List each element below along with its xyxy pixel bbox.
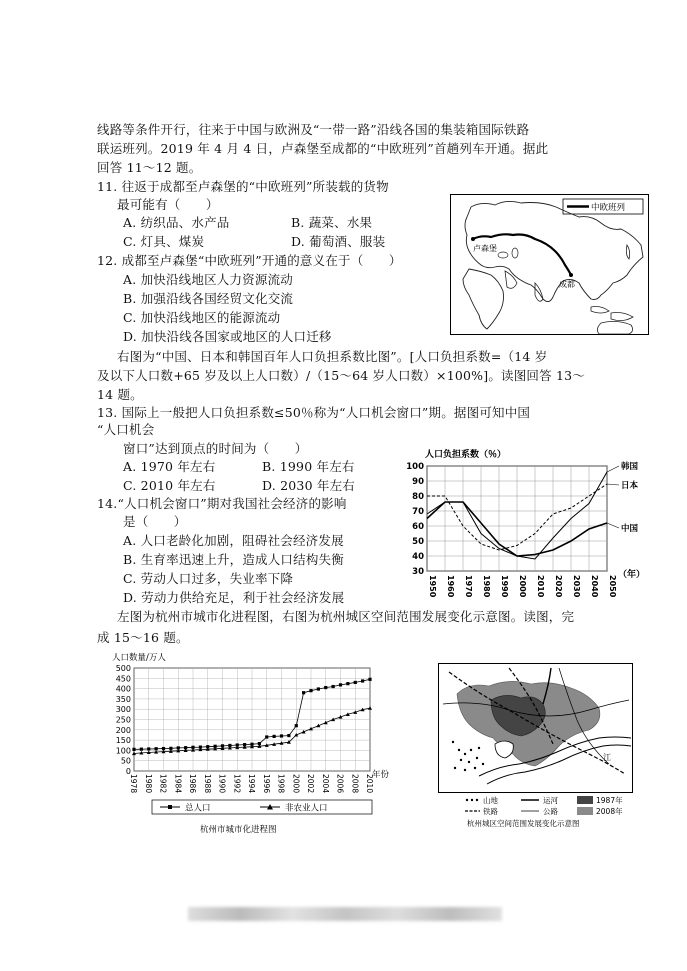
legend-rail: 铁路: [483, 807, 498, 816]
hz-point-total: [287, 734, 290, 737]
q13-option-d: D. 2030 年左右: [262, 478, 356, 493]
hangzhou-x-label: 年份: [372, 770, 390, 780]
q14-option-c: C. 劳动人口过多，失业率下降: [123, 571, 294, 586]
hangzhou-x-tick: 1986: [188, 774, 197, 794]
hangzhou-y-tick: 200: [115, 725, 131, 735]
luxembourg-label: 卢森堡: [473, 244, 497, 253]
dependency-y-tick: 70: [412, 507, 424, 517]
dependency-x-tick: 1960: [446, 575, 455, 598]
intro2-line-3: 14 题。: [97, 387, 143, 402]
q11-option-c: C. 灯具、煤炭: [123, 234, 205, 249]
q14-stem-cont: 是（ ）: [123, 514, 187, 529]
hangzhou-x-tick: 2004: [320, 774, 330, 794]
hangzhou-x-tick: 1982: [158, 774, 168, 794]
luxembourg-marker: [471, 237, 475, 241]
hz-point-total: [273, 735, 276, 738]
dependency-x-tick: 2040: [590, 575, 599, 598]
hangzhou-x-tick: 2000: [291, 774, 301, 794]
dependency-y-tick: 50: [412, 537, 424, 547]
hangzhou-map-legend: [463, 795, 643, 829]
q13-stem-cont-2: 窗口”达到顶点的时间为（ ）: [123, 441, 308, 456]
chengdu-marker: [569, 273, 573, 277]
hangzhou-y-tick: 500: [115, 664, 131, 673]
hangzhou-x-tick: 1988: [202, 774, 212, 794]
intro2-line-1: 右图为“中国、日本和韩国百年人口负担系数比图”。[人口负担系数=（14 岁: [117, 349, 548, 364]
dependency-x-tick: 1990: [500, 575, 509, 598]
world-map-figure: [451, 195, 648, 334]
intro-line-1: 线路等条件开行，往来于中国与欧洲及“一带一路”沿线各国的集装箱国际铁路: [97, 122, 530, 137]
series-label-1: 日本: [621, 481, 639, 491]
q13-option-a: A. 1970 年左右: [123, 459, 216, 474]
hz-point-total: [317, 687, 320, 690]
legend-road: 公路: [543, 807, 558, 816]
series-label-2: 中国: [621, 524, 639, 534]
hz-point-total: [147, 747, 150, 750]
q12-option-c: C. 加快沿线地区的能源流动: [123, 310, 281, 325]
q13-option-c: C. 2010 年左右: [123, 478, 216, 493]
dependency-y-tick: 90: [412, 477, 424, 487]
hangzhou-chart-caption: 杭州市城市化进程图: [200, 825, 277, 835]
dependency-x-tick: 2050: [608, 575, 617, 598]
hangzhou-y-tick: 250: [115, 715, 131, 725]
q13-stem: 13. 国际上一般把人口负担系数≤50％称为“人口机会窗口”期。据图可知中国: [97, 405, 531, 420]
dependency-y-tick: 100: [406, 462, 424, 472]
q11-option-b: B. 蔬菜、水果: [291, 215, 373, 230]
blurred-footer: [188, 907, 502, 921]
intro-line-2: 联运班列。2019 年 4 月 4 日，卢森堡至成都的“中欧班列”首趟列车开通。据此: [97, 141, 549, 156]
hz-point-total: [346, 682, 349, 685]
hangzhou-y-label: 人口数量/万人: [112, 653, 166, 663]
hangzhou-map-caption: 杭州城区空间范围发展变化示意图: [467, 819, 580, 828]
q14-option-b: B. 生育率迅速上升，造成人口结构失衡: [123, 552, 344, 567]
q12-option-b: B. 加强沿线各国经贸文化交流: [123, 291, 294, 306]
hz-point-total: [265, 735, 268, 738]
dependency-x-tick: 2000: [518, 575, 527, 598]
q12-option-a: A. 加快沿线地区人力资源流动: [123, 272, 293, 287]
hangzhou-x-tick: 2010: [365, 774, 374, 794]
intro-line-3: 回答 11～12 题。: [97, 160, 202, 175]
hangzhou-x-tick: 1992: [232, 774, 242, 794]
hangzhou-x-tick: 2002: [306, 774, 315, 794]
hz-point-total: [309, 689, 312, 692]
series-label-0: 韩国: [621, 462, 639, 472]
series-leader-0: [607, 466, 619, 472]
hangzhou-y-tick: 300: [115, 705, 131, 715]
hz-point-total: [332, 685, 335, 688]
intro3-line-2: 成 15～16 题。: [97, 630, 189, 645]
q11-stem-cont: 最可能有（ ）: [117, 197, 219, 212]
q12-stem: 12. 成都至卢森堡“中欧班列”开通的意义在于（ ）: [97, 253, 402, 268]
legend-square-marker: [168, 805, 172, 809]
hz-point-total: [302, 691, 305, 694]
map-legend-label: 中欧班列: [591, 203, 626, 213]
dependency-x-tick: 2030: [572, 575, 581, 598]
hangzhou-y-tick: 400: [115, 684, 131, 694]
dependency-y-tick: 30: [412, 567, 424, 577]
hz-point-total: [361, 679, 364, 682]
chengdu-label: 成都: [559, 280, 575, 289]
hangzhou-y-tick: 350: [115, 694, 131, 704]
legend-nonagri-population: 非农业人口: [285, 803, 328, 814]
hangzhou-x-tick: 1984: [173, 774, 183, 794]
hangzhou-x-tick: 1990: [217, 774, 227, 794]
q12-option-d: D. 加快沿线各国家或地区的人口迁移: [123, 329, 332, 344]
hz-point-total: [354, 681, 357, 684]
hz-point-total: [339, 683, 342, 686]
hangzhou-y-tick: 450: [115, 674, 131, 684]
legend-canal: 运河: [543, 796, 558, 805]
q13-stem-cont: “人口机会: [97, 422, 155, 437]
intro2-line-2: 及以下人口数+65 岁及以上人口数）/（15～64 岁人口数）×100%]。读图回答 13～: [97, 368, 586, 383]
dependency-y-tick: 40: [412, 552, 424, 562]
dependency-ratio-chart: [400, 446, 670, 602]
dependency-y-tick: 60: [412, 522, 424, 532]
hz-point-total: [155, 747, 158, 750]
china-europe-railway-map: [450, 194, 649, 335]
hangzhou-expansion-map: [438, 663, 633, 793]
intro3-line-1: 左图为杭州市城市化进程图，右图为杭州城区空间范围发展变化示意图。读图，完: [117, 609, 575, 624]
hangzhou-y-tick: 0: [125, 767, 131, 776]
hz-point-total: [140, 748, 143, 751]
hangzhou-x-tick: 1980: [143, 774, 153, 794]
hz-point-total: [295, 724, 298, 727]
hangzhou-x-tick: 2008: [350, 774, 360, 794]
mountain-symbols: [452, 741, 484, 771]
dependency-x-unit: （年）: [618, 570, 646, 580]
river-label: 江: [603, 753, 611, 762]
hangzhou-x-tick: 1996: [261, 774, 271, 794]
q14-stem: 14.“人口机会窗口”期对我国社会经济的影响: [97, 496, 347, 511]
hangzhou-x-tick: 1994: [247, 774, 256, 794]
q11-option-d: D. 葡萄酒、服装: [291, 234, 386, 249]
hangzhou-x-tick: 1998: [276, 774, 286, 794]
hangzhou-y-tick: 50: [120, 756, 131, 766]
hz-point-total: [132, 748, 135, 751]
dependency-x-tick: 2020: [554, 575, 563, 598]
q11-option-a: A. 纺织品、水产品: [123, 215, 230, 230]
q11-stem: 11. 往返于成都至卢森堡的“中欧班列”所装载的货物: [97, 179, 389, 194]
hangzhou-y-tick: 150: [115, 736, 131, 746]
series-leader-2: [607, 523, 619, 528]
hangzhou-y-tick: 100: [115, 746, 131, 756]
hangzhou-map-figure: [439, 664, 632, 792]
legend-total-population: 总人口: [185, 803, 211, 814]
q14-option-a: A. 人口老龄化加剧，阻碍社会经济发展: [123, 533, 344, 548]
dependency-chart-title: 人口负担系数（％）: [425, 450, 507, 460]
hz-point-total: [280, 734, 283, 737]
legend-mountain: 山地: [483, 796, 498, 805]
legend-2008: 2008年: [596, 807, 623, 816]
dependency-x-tick: 1950: [428, 575, 437, 598]
hz-point-total: [324, 686, 327, 689]
q14-option-d: D. 劳动力供给充足，利于社会经济发展: [123, 590, 345, 605]
west-lake: [495, 741, 513, 758]
hz-point-nonagri: [368, 706, 372, 710]
dependency-y-tick: 80: [412, 492, 424, 502]
hangzhou-x-tick: 2006: [335, 774, 345, 794]
dependency-x-tick: 2010: [536, 575, 545, 598]
dependency-x-tick: 1980: [482, 575, 491, 598]
series-leader-1: [607, 484, 619, 485]
dependency-x-tick: 1970: [464, 575, 473, 598]
hz-point-total: [368, 678, 371, 681]
hangzhou-x-tick: 1978: [129, 774, 138, 794]
legend-1987: 1987年: [596, 796, 623, 805]
hangzhou-urbanization-chart: [100, 650, 410, 838]
q13-option-b: B. 1990 年左右: [262, 459, 355, 474]
